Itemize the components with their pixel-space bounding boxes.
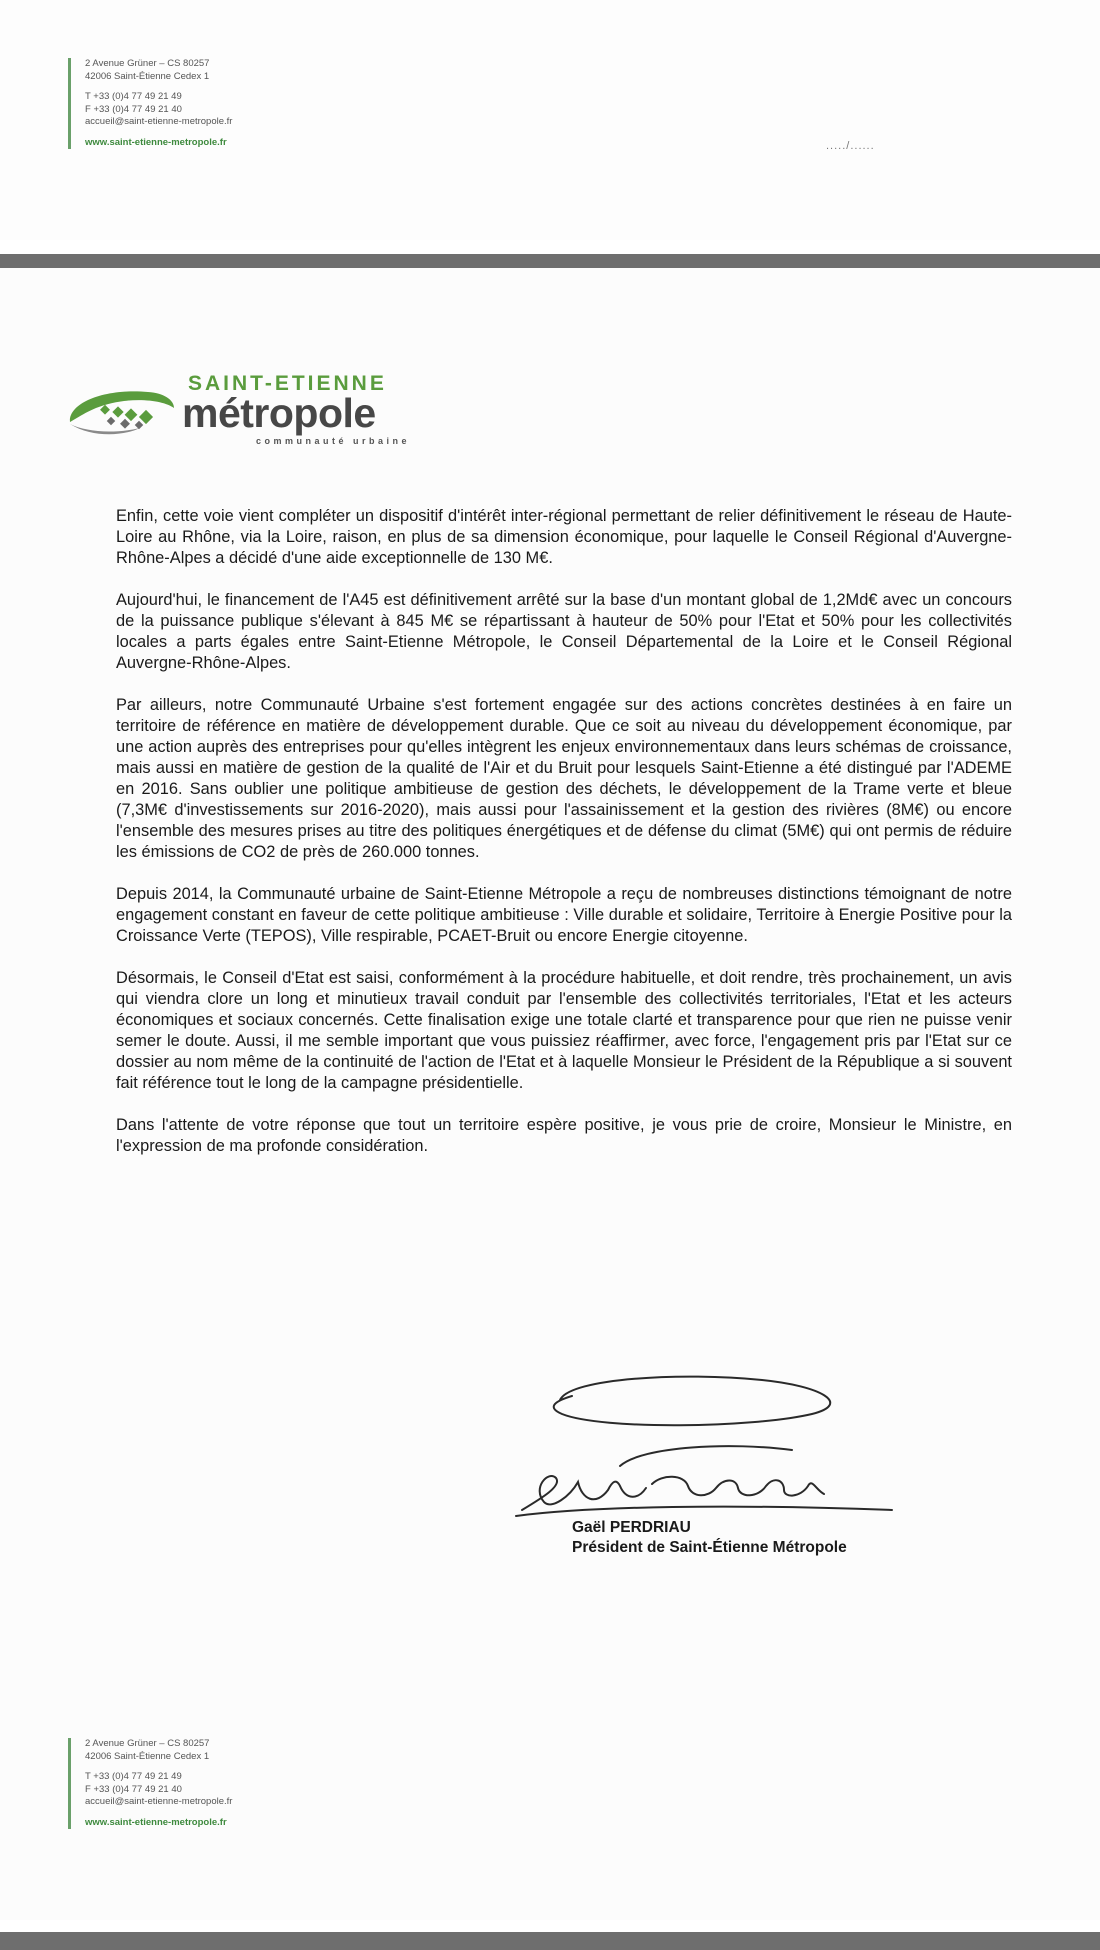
logo-line-3: communauté urbaine xyxy=(256,436,411,446)
paragraph: Désormais, le Conseil d'Etat est saisi, conformément à la procédure habituelle, et doit rendre, très prochainement, un avis qui viendra clore un long et minutieux travail conduit par l'ensemble des collectivités territoriales, l'Etat et les acteurs économiques et sociaux concernés. Cette finalisation exige une totale clarté et transparence pour que rien ne puisse venir semer le doute. Aussi, il me semble important que vous puissiez réaffirmer, avec force, l'engagement pris par l'Etat sur ce dossier au nom même de la continuité de l'action de l'Etat et à laquelle Monsieur le Président de la République a si souvent fait référence tout le long de la campagne présidentielle. xyxy=(116,969,1012,1092)
signature-icon xyxy=(512,1370,902,1520)
website-link: www.saint-etienne-metropole.fr xyxy=(85,1816,227,1828)
page-separator xyxy=(0,254,1100,268)
previous-page-bottom xyxy=(0,0,1100,240)
website-link: www.saint-etienne-metropole.fr xyxy=(85,136,227,148)
paragraph: Dans l'attente de votre réponse que tout un territoire espère positive, je vous prie de croire, Monsieur le Ministre, en l'expression de ma profonde considération. xyxy=(116,1116,1012,1155)
address-line-2: 42006 Saint-Étienne Cedex 1 xyxy=(85,1750,210,1762)
paragraph: Depuis 2014, la Communauté urbaine de Saint-Etienne Métropole a reçu de nombreuses distinctions témoignant de notre engagement constant en faveur de cette politique ambitieuse : Ville durable et solidaire, Territoire à Energie Positive pour la Croissance Verte (TEPOS), Ville respirable, PCAET-Bruit ou encore Energie citoyenne. xyxy=(116,885,1012,945)
address-line-2: 42006 Saint-Étienne Cedex 1 xyxy=(85,70,210,82)
paragraph: Enfin, cette voie vient compléter un dispositif d'intérêt inter-régional permettant de relier définitivement le réseau de Haute-Loire au Rhône, via la Loire, raison, en plus de sa dimension économique, pour laquelle le Conseil Régional d'Auvergne-Rhône-Alpes a décidé d'une aide exceptionnelle de 130 M€. xyxy=(116,507,1012,567)
letterhead-contact-block xyxy=(68,58,345,149)
logo-swoosh-icon xyxy=(66,378,178,440)
footer-address xyxy=(85,1738,345,1763)
address-line-1: 2 Avenue Grüner – CS 80257 xyxy=(85,1738,210,1749)
email-address: accueil@saint-etienne-metropole.fr xyxy=(85,1796,233,1807)
page-mark: ...../...... xyxy=(826,140,875,152)
letterhead-address xyxy=(85,58,345,83)
signer-block xyxy=(572,1518,847,1558)
logo-line-1: SAINT-ETIENNE xyxy=(188,372,387,395)
paragraph: Aujourd'hui, le financement de l'A45 est définitivement arrêté sur la base d'un montant global de 1,2Md€ avec un concours de la puissance publique s'élevant à 845 M€ se répartissant à hauteur de 50% pour l'Etat et 50% pour les collectivités locales a parts égales entre Saint-Etienne Métropole, le Conseil Départemental de la Loire et le Conseil Régional Auvergne-Rhône-Alpes. xyxy=(116,591,1012,672)
phone-number: T +33 (0)4 77 49 21 49 xyxy=(85,1771,182,1782)
fax-number: F +33 (0)4 77 49 21 40 xyxy=(85,103,182,115)
bottom-page-separator xyxy=(0,1932,1100,1950)
paragraph: Par ailleurs, notre Communauté Urbaine s'est fortement engagée sur des actions concrètes destinées à en faire un territoire de référence en matière de développement durable. Que ce soit au niveau du développement économique, par une action auprès des entreprises pour qu'elles intègrent les enjeux environnementaux dans leurs schémas de croissance, mais aussi en matière de gestion de la qualité de l'Air et du Bruit pour lesquels Saint-Etienne a été distingué par l'ADEME en 2016. Sans oublier une politique ambitieuse de gestion des déchets, le développement de la Trame verte et bleue (7,3M€ d'investissements sur 2016-2020), mais aussi pour l'assainissement et la gestion des rivières (8M€) ou encore l'ensemble des mesures prises au titre des politiques énergétiques et de défense du climat (5M€) qui ont permis de réduire les émissions de CO2 de près de 260.000 tonnes. xyxy=(116,696,1012,861)
fax-number: F +33 (0)4 77 49 21 40 xyxy=(85,1783,182,1795)
letterhead-footer-block xyxy=(68,1738,345,1829)
phone-number: T +33 (0)4 77 49 21 49 xyxy=(85,91,182,102)
signer-name: Gaël PERDRIAU xyxy=(572,1519,691,1536)
saint-etienne-metropole-logo xyxy=(66,372,436,452)
letter-body xyxy=(116,506,1012,1178)
signer-title: Président de Saint-Étienne Métropole xyxy=(572,1539,847,1556)
address-line-1: 2 Avenue Grüner – CS 80257 xyxy=(85,58,210,69)
logo-line-2: métropole xyxy=(182,390,376,436)
email-address: accueil@saint-etienne-metropole.fr xyxy=(85,116,233,127)
handwritten-signature xyxy=(512,1370,902,1525)
